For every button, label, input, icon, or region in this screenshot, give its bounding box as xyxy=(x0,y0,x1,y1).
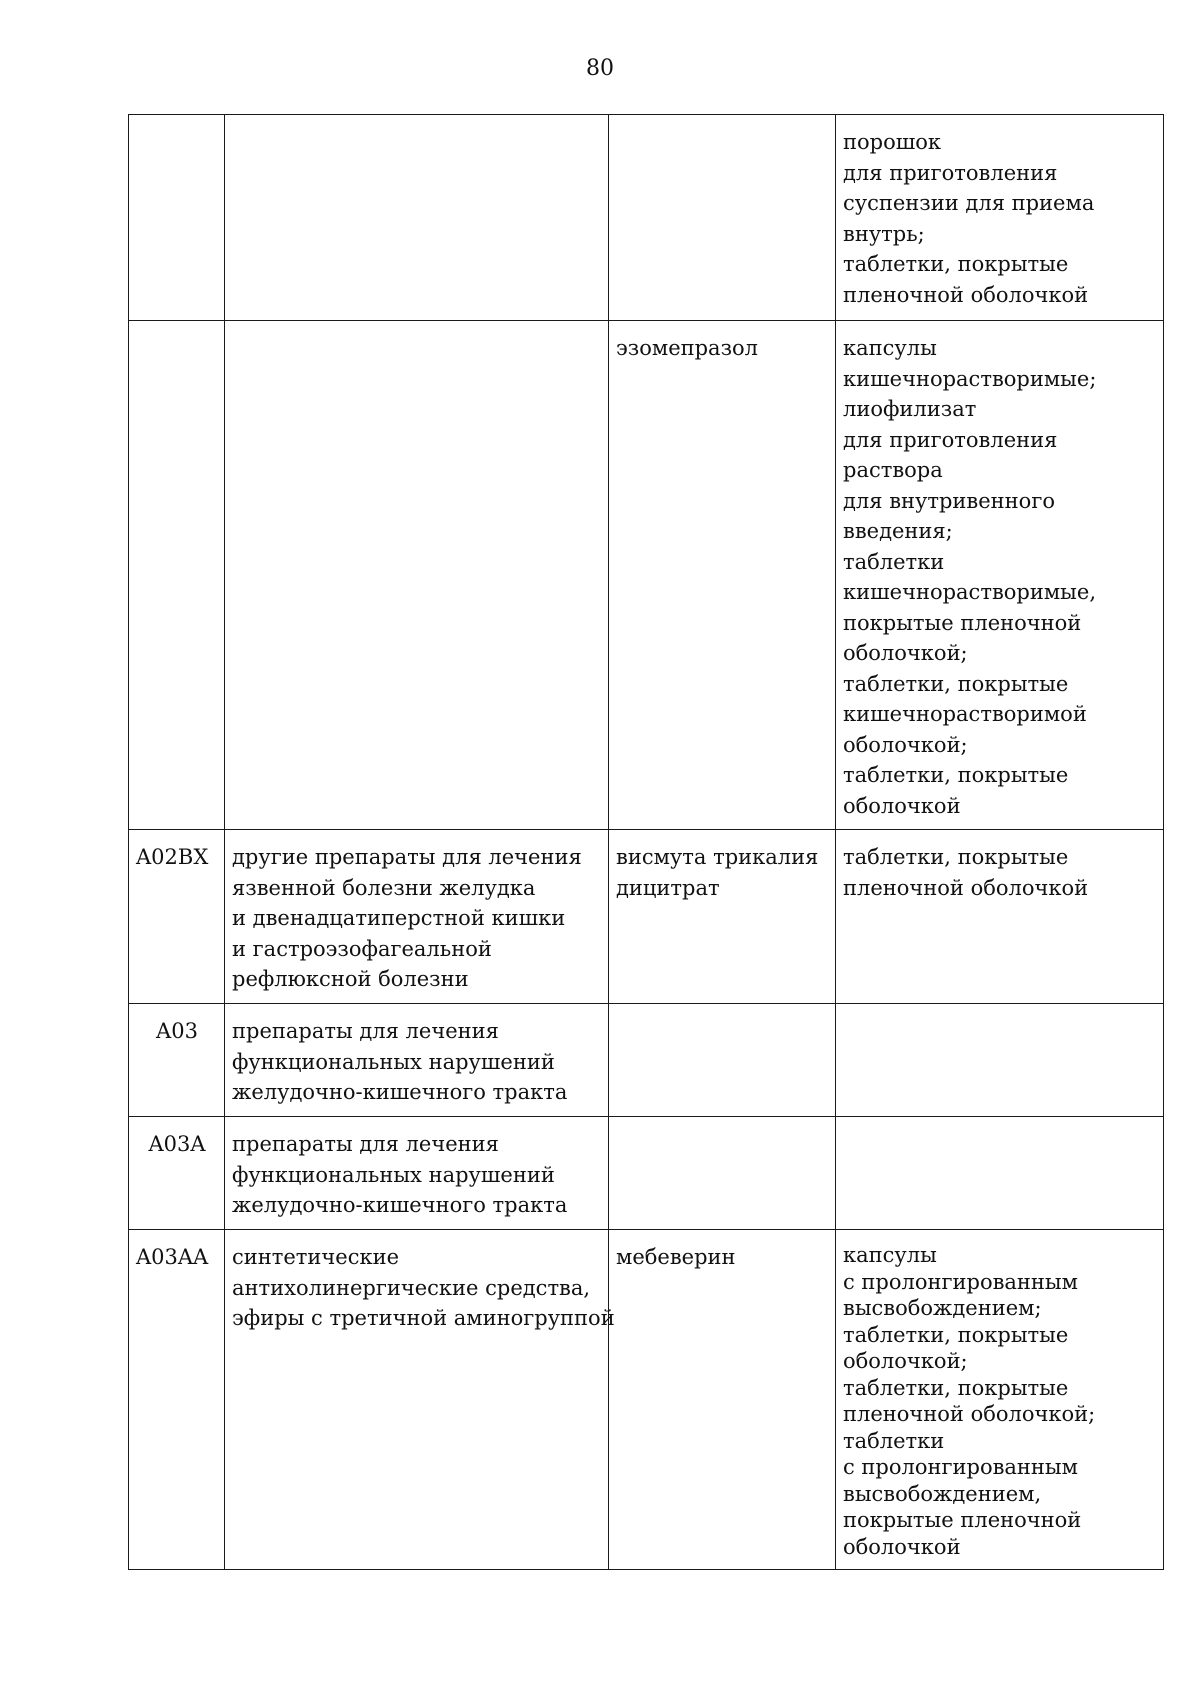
atc-code-cell xyxy=(129,321,225,830)
group-line: функциональных нарушений xyxy=(232,1049,555,1074)
dosage-forms-cell xyxy=(836,1004,1164,1117)
dosage-form-line: покрытые пленочной xyxy=(843,1508,1082,1532)
dosage-forms-cell xyxy=(836,830,1164,1004)
table-row xyxy=(129,1004,1164,1117)
dosage-form-line: пленочной оболочкой xyxy=(843,875,1089,900)
substance-line: мебеверин xyxy=(616,1245,736,1269)
dosage-form-line: лиофилизат xyxy=(843,397,977,421)
group-cell xyxy=(225,115,609,321)
dosage-forms-cell xyxy=(836,321,1164,830)
dosage-form-line: кишечнорастворимые, xyxy=(843,580,1096,604)
dosage-form-line: таблетки, покрытые xyxy=(843,671,1069,696)
substance-cell xyxy=(609,830,836,1004)
dosage-form-line: введения; xyxy=(843,519,953,543)
dosage-form-line: оболочкой xyxy=(843,793,961,818)
group-line: желудочно-кишечного тракта xyxy=(232,1080,568,1104)
substance-line: висмута трикалия xyxy=(616,845,819,869)
group-line: язвенной болезни желудка xyxy=(232,875,536,900)
group-line: препараты для лечения xyxy=(232,1132,499,1156)
dosage-form-line: раствора xyxy=(843,458,943,482)
atc-code-cell: A03 xyxy=(129,1004,225,1117)
group-cell xyxy=(225,1004,609,1117)
dosage-form-line: капсулы xyxy=(843,336,937,360)
dosage-form-line: капсулы xyxy=(843,1243,937,1267)
dosage-form-line: оболочкой; xyxy=(843,1349,968,1373)
dosage-form-line: пленочной оболочкой; xyxy=(843,1402,1096,1426)
substance-cell xyxy=(609,115,836,321)
substance-cell xyxy=(609,1004,836,1117)
table-row xyxy=(129,1117,1164,1230)
group-line: желудочно-кишечного тракта xyxy=(232,1193,568,1217)
group-line: другие препараты для лечения xyxy=(232,845,582,869)
page-number: 80 xyxy=(586,56,614,81)
dosage-form-line: суспензии для приема xyxy=(843,191,1095,215)
substance-cell xyxy=(609,321,836,830)
dosage-form-line: таблетки, покрытые xyxy=(843,1322,1069,1347)
dosage-form-line: кишечнорастворимой xyxy=(843,702,1087,726)
dosage-form-line: таблетки, покрытые xyxy=(843,1375,1069,1400)
dosage-form-line: порошок xyxy=(843,130,942,154)
group-line: и двенадцатиперстной кишки xyxy=(232,906,566,930)
dosage-form-line: высвобождением, xyxy=(843,1481,1042,1506)
dosage-form-line: таблетки xyxy=(843,1428,945,1453)
substance-line: дицитрат xyxy=(616,875,720,900)
group-line: и гастроэзофагеальной xyxy=(232,936,492,961)
table-row xyxy=(129,115,1164,321)
group-line: эфиры с третичной аминогруппой xyxy=(232,1306,615,1330)
drug-table xyxy=(128,114,1164,1570)
group-cell xyxy=(225,321,609,830)
atc-code-cell xyxy=(129,115,225,321)
dosage-form-line: таблетки xyxy=(843,549,945,574)
dosage-form-line: таблетки, покрытые xyxy=(843,763,1069,787)
dosage-form-line: покрытые пленочной xyxy=(843,610,1082,635)
dosage-form-line: с пролонгированным xyxy=(843,1269,1078,1294)
substance-cell xyxy=(609,1117,836,1230)
dosage-form-line: оболочкой; xyxy=(843,641,968,665)
dosage-forms-cell xyxy=(836,1230,1164,1570)
table-row xyxy=(129,1230,1164,1570)
dosage-form-line: оболочкой; xyxy=(843,732,968,757)
dosage-form-line: для приготовления xyxy=(843,427,1058,452)
dosage-form-line: внутрь; xyxy=(843,221,925,246)
dosage-forms-cell xyxy=(836,115,1164,321)
group-line: синтетические xyxy=(232,1245,400,1269)
dosage-form-line: оболочкой xyxy=(843,1534,961,1559)
dosage-form-line: пленочной оболочкой xyxy=(843,282,1089,307)
substance-line: эзомепразол xyxy=(616,336,759,360)
dosage-form-line: для приготовления xyxy=(843,160,1058,185)
group-line: функциональных нарушений xyxy=(232,1162,555,1187)
dosage-form-line: кишечнорастворимые; xyxy=(843,366,1097,391)
table-row xyxy=(129,830,1164,1004)
group-cell xyxy=(225,1117,609,1230)
atc-code-cell: A03AA xyxy=(129,1230,225,1570)
dosage-form-line: таблетки, покрытые xyxy=(843,845,1069,869)
group-cell xyxy=(225,830,609,1004)
atc-code-cell: A03A xyxy=(129,1117,225,1230)
group-cell xyxy=(225,1230,615,1570)
dosage-form-line: с пролонгированным xyxy=(843,1455,1078,1479)
dosage-forms-cell xyxy=(836,1117,1164,1230)
dosage-form-line: для внутривенного xyxy=(843,488,1055,513)
group-line: рефлюксной болезни xyxy=(232,967,469,991)
group-line: антихолинергические средства, xyxy=(232,1275,591,1300)
dosage-form-line: таблетки, покрытые xyxy=(843,252,1069,276)
group-line: препараты для лечения xyxy=(232,1019,499,1043)
table-row xyxy=(129,321,1164,830)
atc-code-cell: A02BX xyxy=(129,830,225,1004)
substance-cell xyxy=(609,1230,836,1570)
dosage-form-line: высвобождением; xyxy=(843,1296,1042,1320)
